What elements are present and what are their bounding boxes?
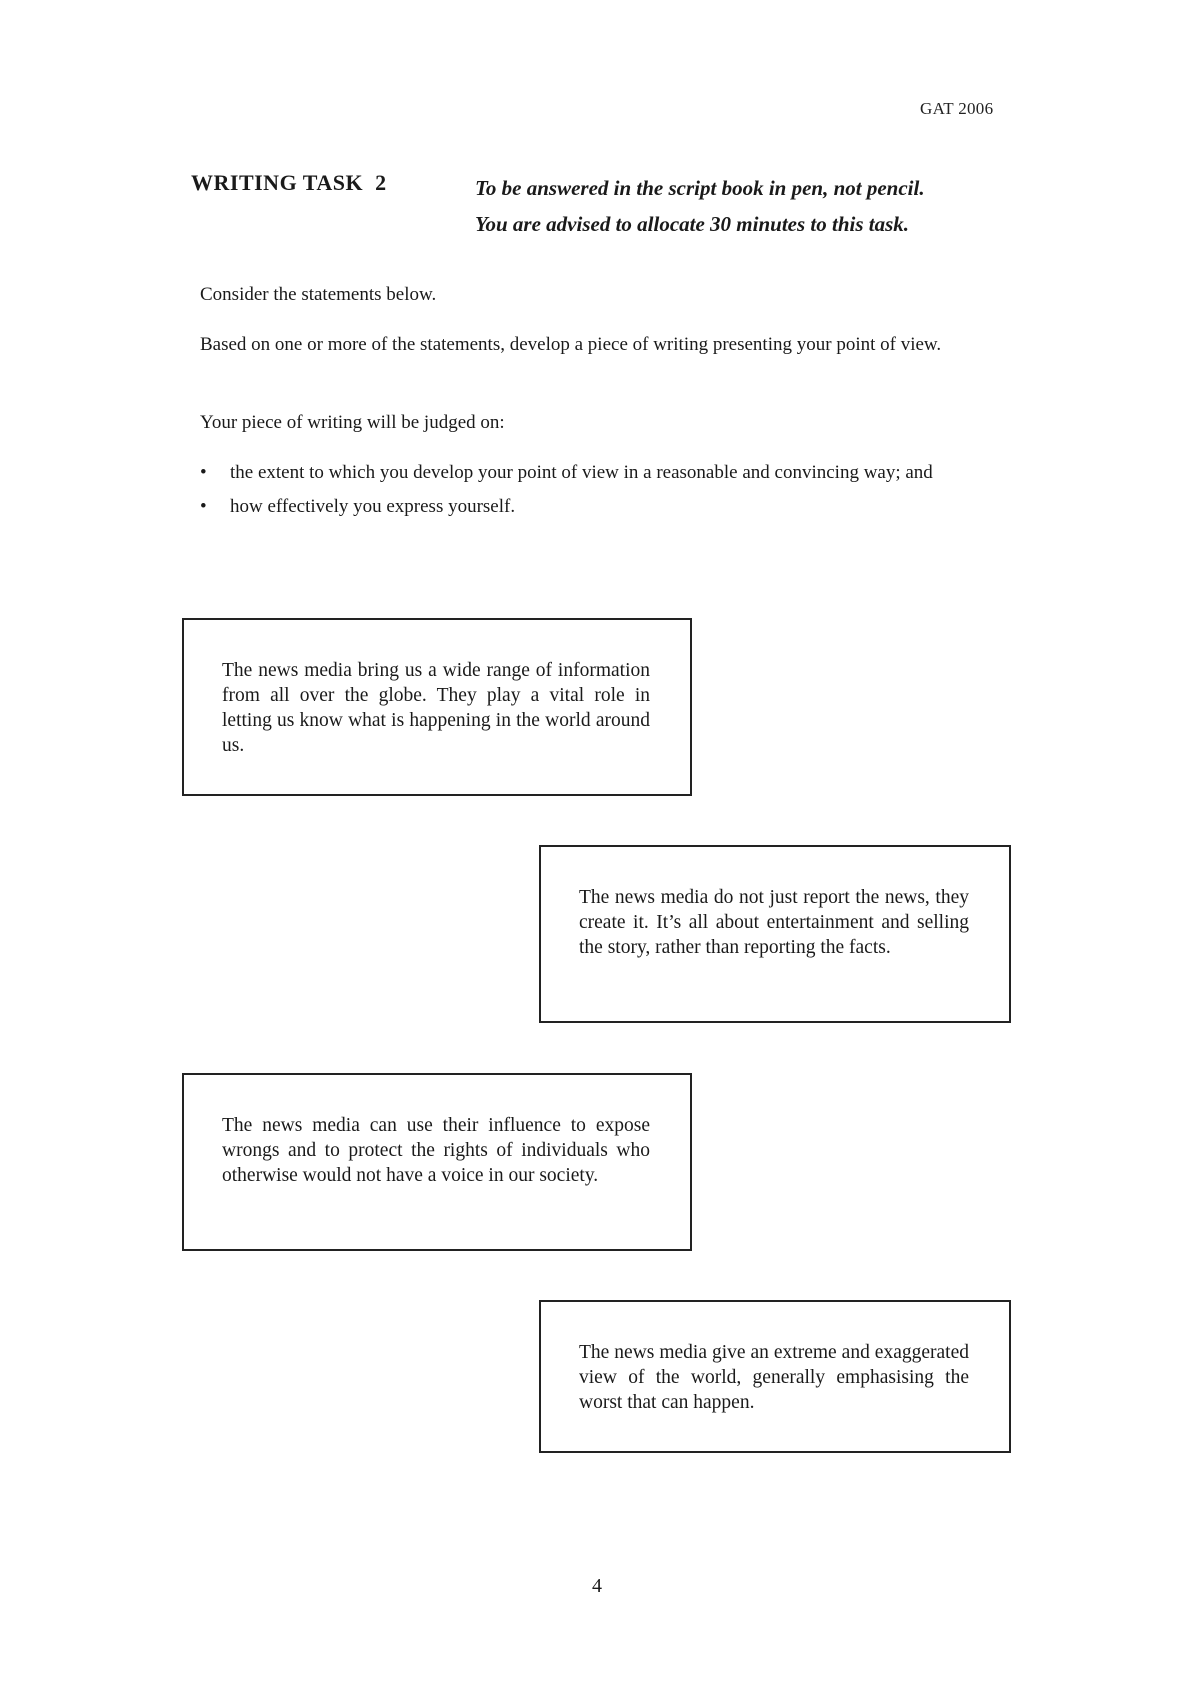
intro-text: Consider the statements below. [200,284,437,305]
statement-box-3 [182,1073,692,1251]
criteria-text: how effectively you express yourself. [230,496,516,517]
statement-box-1 [182,618,692,796]
based-on-text: Based on one or more of the statements, develop a piece of writing presenting your point of view. [200,334,942,355]
statement-text: The news media bring us a wide range of information from all over the globe. They play a vital role in letting us know what is happening in the world around us. [222,660,650,756]
criteria-item [200,460,1000,485]
statement-text: The news media give an extreme and exaggerated view of the world, generally emphasising the worst that can happen. [579,1342,969,1413]
page-number: 4 [592,1575,602,1597]
criteria-list [200,460,1000,528]
instruction-line-1: To be answered in the script book in pen, not pencil. [475,176,925,200]
exam-code: GAT 2006 [920,99,994,118]
task-instructions [475,170,925,242]
statement-text: The news media can use their influence to expose wrongs and to protect the rights of individuals who otherwise would not have a voice in our society. [222,1115,650,1186]
bullet-icon: • [200,496,207,517]
bullet-icon: • [200,462,207,483]
task-title: WRITING TASK 2 [191,170,387,195]
judged-on-text: Your piece of writing will be judged on: [200,412,505,433]
statement-text: The news media do not just report the news, they create it. It’s all about entertainment and selling the story, rather than reporting the facts. [579,887,969,958]
statement-box-2 [539,845,1011,1023]
statement-box-4 [539,1300,1011,1453]
criteria-item [200,494,1000,519]
criteria-text: the extent to which you develop your point of view in a reasonable and convincing way; and [230,462,933,483]
instruction-line-2: You are advised to allocate 30 minutes to this task. [475,212,910,236]
